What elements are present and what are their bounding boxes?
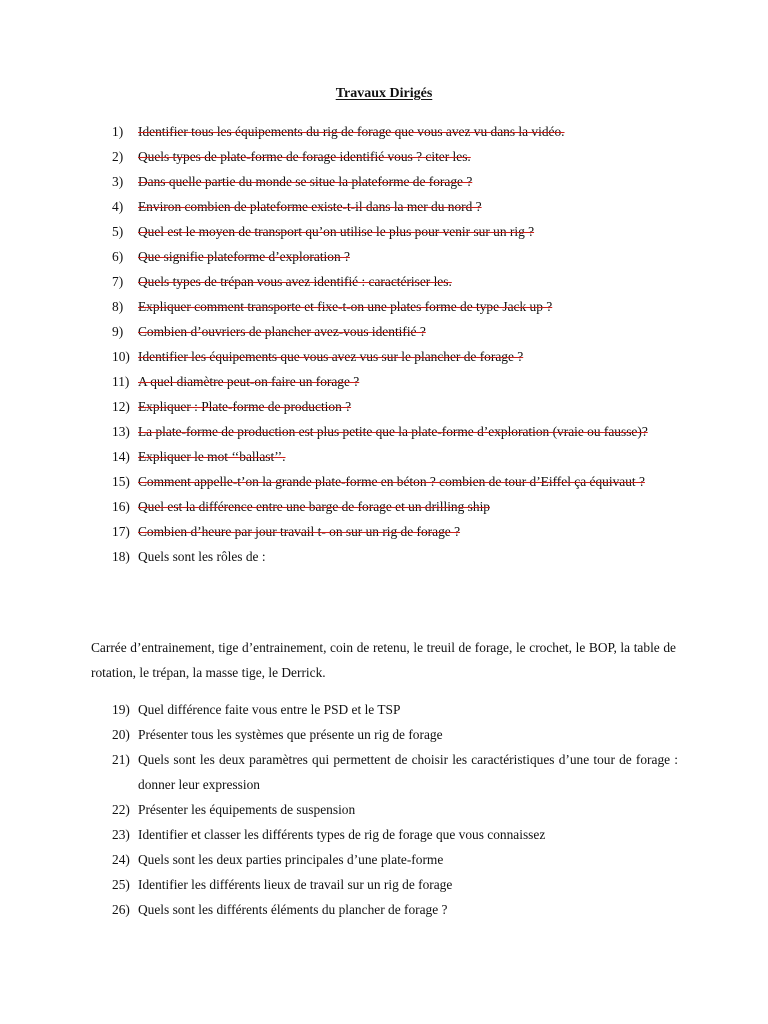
question-item <box>112 219 678 244</box>
question-number: 18) <box>112 549 130 564</box>
question-item <box>112 244 678 269</box>
question-text: Identifier tous les équipements du rig de forage que vous avez vu dans la vidéo. <box>138 124 565 139</box>
question-number: 20) <box>112 727 130 742</box>
question-item <box>112 369 678 394</box>
question-text: Quel est la différence entre une barge de forage et un drilling ship <box>138 499 490 514</box>
question-text: Expliquer comment transporte et fixe-t-on une plates forme de type Jack up ? <box>138 299 553 314</box>
question-text: Identifier et classer les différents types de rig de forage que vous connaissez <box>138 827 546 842</box>
question-text: La plate-forme de production est plus petite que la plate-forme d’exploration (vraie ou fausse)? <box>138 424 648 439</box>
page-title: Travaux Dirigés <box>335 86 433 101</box>
question-text: Expliquer le mot ‘‘ballast’’. <box>138 449 286 464</box>
question-number: 4) <box>112 199 124 214</box>
question-number: 14) <box>112 449 130 464</box>
question-item <box>112 747 678 797</box>
question-number: 26) <box>112 902 130 917</box>
question-text: Quel différence faite vous entre le PSD et le TSP <box>138 702 401 717</box>
question-number: 3) <box>112 174 124 189</box>
question-number: 8) <box>112 299 124 314</box>
question-item <box>112 469 678 494</box>
question-number: 16) <box>112 499 130 514</box>
question-item <box>112 544 678 569</box>
question-item <box>112 722 678 747</box>
question-item <box>112 444 678 469</box>
question-number: 9) <box>112 324 124 339</box>
question-number: 25) <box>112 877 130 892</box>
question-number: 19) <box>112 702 130 717</box>
question-text: Expliquer : Plate-forme de production ? <box>138 399 352 414</box>
question-text: Comment appelle-t’on la grande plate-forme en béton ? combien de tour d’Eiffel ça équivaut ? <box>138 474 645 489</box>
question-text: Que signifie plateforme d’exploration ? <box>138 249 350 264</box>
question-item <box>112 294 678 319</box>
question-number: 21) <box>112 752 130 767</box>
question-text: Quels types de trépan vous avez identifié : caractériser les. <box>138 274 452 289</box>
question-text: A quel diamètre peut-on faire un forage ? <box>138 374 360 389</box>
question-item <box>112 144 678 169</box>
question-item <box>112 194 678 219</box>
question-text: Quels sont les différents éléments du plancher de forage ? <box>138 902 448 917</box>
question-text: Quels sont les rôles de : <box>138 549 266 564</box>
question-text: Combien d’ouvriers de plancher avez-vous identifié ? <box>138 324 426 339</box>
question-list-struck <box>112 119 678 569</box>
question-number: 24) <box>112 852 130 867</box>
question-text: Identifier les différents lieux de travail sur un rig de forage <box>138 877 453 892</box>
question-number: 22) <box>112 802 130 817</box>
question-text: Quel est le moyen de transport qu’on utilise le plus pour venir sur un rig ? <box>138 224 535 239</box>
question-item <box>112 269 678 294</box>
question-item <box>112 519 678 544</box>
question-number: 13) <box>112 424 130 439</box>
question-item <box>112 394 678 419</box>
question-item <box>112 822 678 847</box>
question-number: 10) <box>112 349 130 364</box>
question-item <box>112 897 678 922</box>
question-number: 17) <box>112 524 130 539</box>
question-item <box>112 797 678 822</box>
question-number: 6) <box>112 249 124 264</box>
question-number: 15) <box>112 474 130 489</box>
question-item <box>112 847 678 872</box>
question-number: 5) <box>112 224 124 239</box>
question-number: 23) <box>112 827 130 842</box>
question-text: Quels sont les deux paramètres qui permettent de choisir les caractéristiques d’une tour de forage : donner leur expression <box>138 752 678 792</box>
question-text: Combien d’heure par jour travail t- on sur un rig de forage ? <box>138 524 461 539</box>
question-number: 7) <box>112 274 124 289</box>
question-item <box>112 494 678 519</box>
question-item <box>112 872 678 897</box>
question-number: 1) <box>112 124 124 139</box>
question-item <box>112 697 678 722</box>
equipment-paragraph: Carrée d’entrainement, tige d’entrainement, coin de retenu, le treuil de forage, le crochet, le BOP, la table de rotation, le trépan, la masse tige, le Derrick. <box>91 640 676 680</box>
question-item <box>112 344 678 369</box>
question-item <box>112 119 678 144</box>
question-text: Identifier les équipements que vous avez vus sur le plancher de forage ? <box>138 349 524 364</box>
question-text: Présenter les équipements de suspension <box>138 802 356 817</box>
question-list-open <box>112 697 678 922</box>
question-number: 12) <box>112 399 130 414</box>
question-number: 2) <box>112 149 124 164</box>
question-item <box>112 319 678 344</box>
question-item <box>112 419 678 444</box>
question-text: Dans quelle partie du monde se situe la plateforme de forage ? <box>138 174 473 189</box>
question-text: Quels types de plate-forme de forage identifié vous ? citer les. <box>138 149 471 164</box>
question-text: Quels sont les deux parties principales d’une plate-forme <box>138 852 444 867</box>
question-number: 11) <box>112 374 130 389</box>
question-text: Présenter tous les systèmes que présente un rig de forage <box>138 727 443 742</box>
question-text: Environ combien de plateforme existe-t-il dans la mer du nord ? <box>138 199 482 214</box>
question-item <box>112 169 678 194</box>
